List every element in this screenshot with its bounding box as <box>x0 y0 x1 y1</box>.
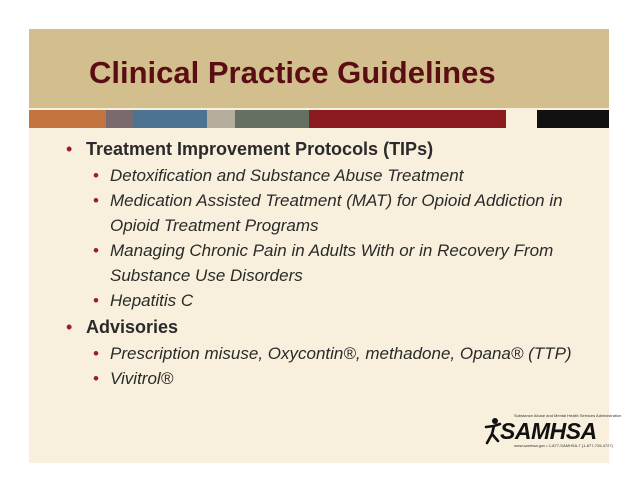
bullet-dot: • <box>66 317 73 337</box>
logo-tagline: Substance Abuse and Mental Health Services Administration <box>514 413 622 418</box>
sub-bullet <box>60 341 600 366</box>
stripe-maroon <box>309 110 506 128</box>
sub-bullet-text: Detoxification and Substance Abuse Treatment <box>110 166 464 185</box>
bullet-content <box>60 137 600 391</box>
bullet-list <box>60 137 600 391</box>
sub-bullet-text: Hepatitis C <box>110 291 194 310</box>
samhsa-logo <box>484 413 622 455</box>
sub-bullet-text: Prescription misuse, Oxycontin®, methadone, Opana® (TTP) <box>110 344 572 363</box>
sub-bullet-text: Medication Assisted Treatment (MAT) for Opioid Addiction in Opioid Treatment Programs <box>110 191 563 235</box>
bullet-dot: • <box>93 166 99 185</box>
stripe-black <box>537 110 609 128</box>
stripe-cream <box>506 110 534 128</box>
bullet-dot: • <box>93 241 99 260</box>
logo-contact: www.samhsa.gov • 1-877-SAMHSA-7 (1-877-726-4727) <box>514 443 613 448</box>
bullet-dot: • <box>93 191 99 210</box>
sub-bullet <box>60 366 600 391</box>
slide <box>29 29 622 463</box>
stripe-blue <box>133 110 207 128</box>
bullet-dot: • <box>66 139 73 159</box>
bullet-dot: • <box>93 291 99 310</box>
bullet-label: Treatment Improvement Protocols (TIPs) <box>86 139 434 159</box>
title-band <box>29 29 609 108</box>
sub-bullet <box>60 288 600 313</box>
stripe-green <box>235 110 309 128</box>
bullet-label: Advisories <box>86 317 179 337</box>
stripe-mauve <box>106 110 133 128</box>
sub-bullet <box>60 238 600 288</box>
bullet-tips <box>60 137 600 162</box>
sub-bullet <box>60 163 600 188</box>
stripe-orange <box>29 110 106 128</box>
bullet-dot: • <box>93 344 99 363</box>
bullet-advisories <box>60 315 600 340</box>
stripe-tan <box>207 110 235 128</box>
sub-bullet <box>60 188 600 238</box>
slide-title: Clinical Practice Guidelines <box>89 55 496 90</box>
sub-bullet-text: Managing Chronic Pain in Adults With or in Recovery From Substance Use Disorders <box>110 241 554 285</box>
logo-wordmark: SAMHSA <box>500 418 597 444</box>
sub-bullet-text: Vivitrol® <box>110 369 174 388</box>
bullet-dot: • <box>93 369 99 388</box>
